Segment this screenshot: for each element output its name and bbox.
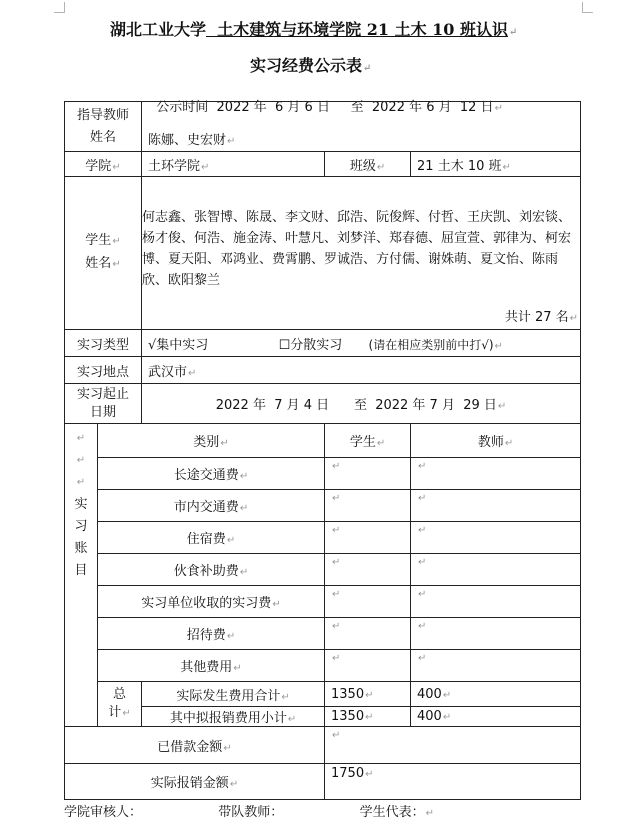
- header-category-text: 类别: [193, 435, 220, 450]
- paragraph-mark-icon: ↵: [332, 621, 341, 632]
- title-form-name: 实习经费公示表: [250, 56, 363, 75]
- type-option-scattered[interactable]: ☐分散实习: [278, 337, 343, 353]
- paragraph-mark-icon: ↵: [494, 340, 503, 352]
- paragraph-mark-icon: ↵: [508, 27, 518, 38]
- accounts-side-char-1: 实: [74, 497, 88, 512]
- supervisor-names: 陈娜、史宏财: [148, 133, 227, 148]
- reimbursed-label-text: 实际报销金额: [150, 776, 229, 791]
- paragraph-mark-icon: ↵: [112, 236, 121, 247]
- paragraph-mark-icon: ↵: [502, 161, 511, 173]
- paragraph-mark-icon: ↵: [504, 438, 514, 449]
- account-student-cell[interactable]: [325, 554, 411, 586]
- class-value-text: 21 土木 10 班: [417, 158, 502, 174]
- period-row: [65, 384, 581, 424]
- total-side-char-1: 总: [113, 686, 127, 702]
- students-spacer: [142, 177, 580, 207]
- supervisor-label-line1: 指导教师: [77, 107, 130, 123]
- total-row-actual: [65, 682, 581, 707]
- borrowed-label-text: 已借款金额: [157, 739, 223, 755]
- account-category-text: 住宿费: [186, 532, 226, 547]
- total-student-cell[interactable]: [325, 682, 411, 707]
- college-value-text: 土环学院: [148, 158, 201, 174]
- students-label-line2: 姓名: [85, 256, 112, 271]
- header-student-text: 学生: [349, 435, 376, 450]
- paragraph-mark-icon: ↵: [76, 433, 86, 444]
- account-teacher-cell[interactable]: [411, 490, 581, 522]
- paragraph-mark-icon: ↵: [332, 525, 341, 536]
- college-label-text: 学院: [85, 158, 112, 174]
- supervisor-row: [65, 102, 581, 152]
- total-category-text: 实际发生费用合计: [176, 688, 281, 704]
- period-label-line1: 实习起止: [77, 386, 130, 402]
- account-teacher-cell[interactable]: [411, 522, 581, 554]
- account-row: [65, 586, 581, 618]
- account-teacher-cell[interactable]: [411, 650, 581, 682]
- student-rep-label: 学生代表：: [359, 805, 425, 820]
- document-title-line2: [250, 53, 371, 76]
- type-row: [65, 330, 581, 357]
- account-row: [65, 554, 581, 586]
- period-value: [142, 384, 581, 424]
- account-category: [98, 618, 325, 650]
- paragraph-mark-icon: ↵: [188, 367, 197, 379]
- paragraph-mark-icon: ↵: [569, 313, 579, 324]
- signature-line: [64, 801, 434, 820]
- header-student: [325, 424, 411, 458]
- account-student-cell[interactable]: [325, 618, 411, 650]
- students-names-cell: [142, 177, 581, 330]
- expense-table: [64, 101, 581, 800]
- account-category: [98, 458, 325, 490]
- subtotal-category: [142, 707, 325, 727]
- subtotal-student-cell[interactable]: [325, 707, 411, 727]
- reimbursed-row: [65, 764, 581, 800]
- type-options: [142, 330, 581, 357]
- supervisor-label: [65, 102, 142, 152]
- students-label-line1: 学生: [85, 233, 112, 248]
- class-label-text: 班级: [349, 158, 376, 174]
- type-label: [65, 330, 142, 357]
- total-teacher-cell[interactable]: [411, 682, 581, 707]
- paragraph-mark-icon: ↵: [76, 455, 86, 466]
- account-student-cell[interactable]: [325, 522, 411, 554]
- students-total: [142, 307, 580, 329]
- lead-teacher-label: 带队教师：: [218, 805, 284, 820]
- account-teacher-cell[interactable]: [411, 586, 581, 618]
- reviewer-label: 学院审核人：: [64, 805, 143, 820]
- account-teacher-cell[interactable]: [411, 554, 581, 586]
- account-student-cell[interactable]: [325, 650, 411, 682]
- paragraph-mark-icon: ↵: [272, 599, 281, 610]
- account-category-text: 招待费: [186, 628, 226, 643]
- paragraph-mark-icon: ↵: [365, 769, 374, 780]
- title-department: 土木建筑与环境学院 21 土木 10 班认识: [206, 20, 508, 39]
- paragraph-mark-icon: ↵: [227, 136, 236, 147]
- paragraph-mark-icon: ↵: [376, 161, 386, 173]
- location-row: [65, 357, 581, 384]
- borrowed-row: [65, 727, 581, 764]
- account-category: [98, 490, 325, 522]
- paragraph-mark-icon: ↵: [494, 103, 503, 114]
- paragraph-mark-icon: ↵: [112, 161, 121, 173]
- account-category-text: 市内交通费: [173, 500, 239, 515]
- paragraph-mark-icon: ↵: [332, 557, 341, 568]
- account-student-cell[interactable]: [325, 586, 411, 618]
- crop-mark-top-right: [582, 2, 593, 13]
- paragraph-mark-icon: ↵: [226, 631, 236, 642]
- crop-mark-top-left: [54, 2, 65, 13]
- account-category: [98, 586, 325, 618]
- students-label: [65, 177, 142, 330]
- paragraph-mark-icon: ↵: [332, 589, 341, 600]
- type-hint: (请在相应类别前中打√): [368, 337, 494, 352]
- paragraph-mark-icon: ↵: [425, 808, 434, 819]
- account-category: [98, 554, 325, 586]
- subtotal-student-value: 1350: [331, 709, 365, 724]
- class-label: [325, 152, 411, 177]
- paragraph-mark-icon: ↵: [418, 621, 427, 632]
- account-teacher-cell[interactable]: [411, 458, 581, 490]
- total-row-reimburse: [65, 707, 581, 727]
- paragraph-mark-icon: ↵: [223, 742, 232, 754]
- paragraph-mark-icon: ↵: [332, 461, 341, 472]
- paragraph-mark-icon: ↵: [281, 691, 290, 703]
- header-teacher-text: 教师: [477, 435, 504, 450]
- paragraph-mark-icon: ↵: [226, 535, 236, 546]
- period-label-line2: 日期: [90, 404, 117, 420]
- paragraph-mark-icon: ↵: [332, 653, 341, 664]
- account-row: [65, 650, 581, 682]
- reimbursed-value-cell[interactable]: [325, 764, 581, 800]
- type-option-centralized[interactable]: √集中实习: [148, 337, 209, 353]
- header-category: [98, 424, 325, 458]
- account-student-cell[interactable]: [325, 490, 411, 522]
- total-teacher-value: 400: [417, 686, 442, 702]
- college-value: [142, 152, 325, 177]
- college-row: [65, 152, 581, 177]
- students-row: [65, 177, 581, 330]
- borrowed-value-cell[interactable]: [325, 727, 581, 764]
- paragraph-mark-icon: ↵: [201, 161, 210, 173]
- paragraph-mark-icon: ↵: [418, 461, 427, 472]
- accounts-side-char-2: 习: [74, 519, 88, 534]
- supervisor-value: [142, 102, 581, 152]
- subtotal-teacher-cell[interactable]: [411, 707, 581, 727]
- paragraph-mark-icon: ↵: [418, 525, 427, 536]
- document-title-line1: [110, 17, 517, 40]
- period-value-text: 2022 年 7 月 4 日 至 2022 年 7 月 29 日: [215, 398, 497, 413]
- paragraph-mark-icon: ↵: [332, 730, 341, 741]
- borrowed-label: [65, 727, 325, 764]
- paragraph-mark-icon: ↵: [497, 401, 507, 412]
- paragraph-mark-icon: ↵: [220, 438, 229, 449]
- accounts-side-char-4: 目: [74, 563, 88, 578]
- total-side-label: [98, 682, 142, 727]
- reimbursed-value: 1750: [331, 766, 365, 781]
- reimbursed-label: [65, 764, 325, 800]
- paragraph-mark-icon: ↵: [376, 438, 386, 449]
- subtotal-category-text: 其中拟报销费用小计: [169, 711, 287, 726]
- paragraph-mark-icon: ↵: [363, 63, 372, 74]
- paragraph-mark-icon: ↵: [418, 653, 427, 664]
- paragraph-mark-icon: ↵: [418, 493, 427, 504]
- paragraph-mark-icon: ↵: [239, 567, 249, 578]
- paragraph-mark-icon: ↵: [122, 707, 131, 719]
- paragraph-mark-icon: ↵: [233, 663, 242, 674]
- header-teacher: [411, 424, 581, 458]
- account-row: [65, 618, 581, 650]
- paragraph-mark-icon: ↵: [365, 689, 374, 701]
- account-row: [65, 522, 581, 554]
- paragraph-mark-icon: ↵: [229, 779, 239, 790]
- paragraph-mark-icon: ↵: [442, 712, 452, 723]
- class-value: [411, 152, 581, 177]
- subtotal-teacher-value: 400: [417, 709, 442, 724]
- account-category-text: 实习单位收取的实习费: [141, 596, 272, 611]
- account-category-text: 其他费用: [180, 660, 233, 675]
- paragraph-mark-icon: ↵: [239, 471, 249, 482]
- accounts-side-label: [65, 424, 98, 727]
- paragraph-mark-icon: ↵: [112, 259, 121, 270]
- period-label: [65, 384, 142, 424]
- location-label-text: 实习地点: [77, 364, 130, 380]
- account-student-cell[interactable]: [325, 458, 411, 490]
- account-category: [98, 650, 325, 682]
- publish-time-text: 公示时间 2022 年 6 月 6 日 至 2022 年 6 月 12 日: [156, 100, 494, 115]
- paragraph-mark-icon: ↵: [365, 712, 374, 723]
- account-row: [65, 490, 581, 522]
- location-value: [142, 357, 581, 384]
- account-teacher-cell[interactable]: [411, 618, 581, 650]
- title-school: 湖北工业大学: [110, 20, 207, 39]
- account-category-text: 长途交通费: [173, 468, 239, 483]
- total-student-value: 1350: [331, 686, 365, 702]
- type-label-text: 实习类型: [77, 337, 130, 353]
- total-side-char-2: 计: [108, 704, 122, 720]
- paragraph-mark-icon: ↵: [418, 589, 427, 600]
- paragraph-mark-icon: ↵: [442, 689, 452, 701]
- location-value-text: 武汉市: [148, 364, 188, 380]
- account-category: [98, 522, 325, 554]
- college-label: [65, 152, 142, 177]
- students-names: 何志鑫、张智博、陈晟、李文财、邱浩、阮俊辉、付哲、王庆凯、刘宏锬、杨才俊、何浩、施金涛、叶慧凡、刘梦洋、郑春德、屈宣萱、郭律为、柯宏博、夏天阳、邓鸿业、费霄鹏、罗诚浩、方付儒、谢姝萌、夏文怡、陈雨欣、欧阳黎兰: [142, 210, 572, 288]
- account-category-text: 伙食补助费: [173, 564, 239, 579]
- paragraph-mark-icon: ↵: [76, 477, 86, 488]
- location-label: [65, 357, 142, 384]
- accounts-side-char-3: 账: [74, 541, 88, 556]
- paragraph-mark-icon: ↵: [332, 493, 341, 504]
- total-category: [142, 682, 325, 707]
- supervisor-label-line2: 姓名: [90, 129, 117, 145]
- paragraph-mark-icon: ↵: [287, 714, 297, 725]
- paragraph-mark-icon: ↵: [418, 557, 427, 568]
- accounts-header-row: [65, 424, 581, 458]
- students-total-text: 共计 27 名: [504, 310, 569, 325]
- paragraph-mark-icon: ↵: [239, 503, 249, 514]
- account-row: [65, 458, 581, 490]
